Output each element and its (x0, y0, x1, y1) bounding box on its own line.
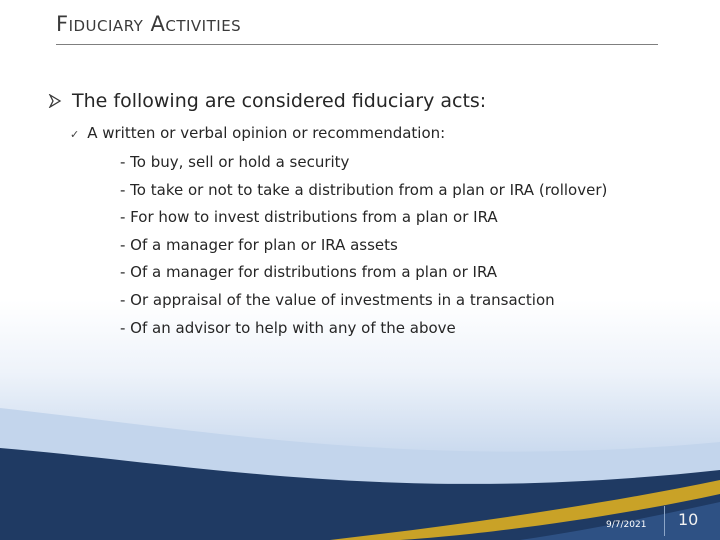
arrow-bullet-icon (48, 94, 62, 108)
list-item: - To take or not to take a distribution from a plan or IRA (rollover) (120, 180, 608, 199)
list-item: - Of a manager for distributions from a plan or IRA (120, 263, 498, 282)
footer-divider (664, 506, 665, 536)
checkmark-icon: ✓ (70, 128, 80, 141)
page-number: 10 (678, 510, 699, 529)
bullet-level2-text: A written or verbal opinion or recommendation: (87, 124, 446, 142)
list-item: - Of a manager for plan or IRA assets (120, 235, 398, 254)
page-title: Fiduciary Activities (56, 12, 242, 36)
list-item: - To buy, sell or hold a security (120, 153, 350, 171)
bullet-level1 (48, 90, 486, 112)
title-underline (56, 44, 658, 45)
footer-date: 9/7/2021 (606, 520, 647, 530)
list-item: - Of an advisor to help with any of the above (120, 318, 456, 337)
list-item: - For how to invest distributions from a plan or IRA (120, 208, 498, 227)
sub-item-list (120, 150, 607, 343)
bullet-level1-text: The following are considered fiduciary acts: (72, 90, 487, 112)
bullet-level2 (70, 124, 445, 142)
list-item: - Or appraisal of the value of investments in a transaction (120, 290, 555, 309)
